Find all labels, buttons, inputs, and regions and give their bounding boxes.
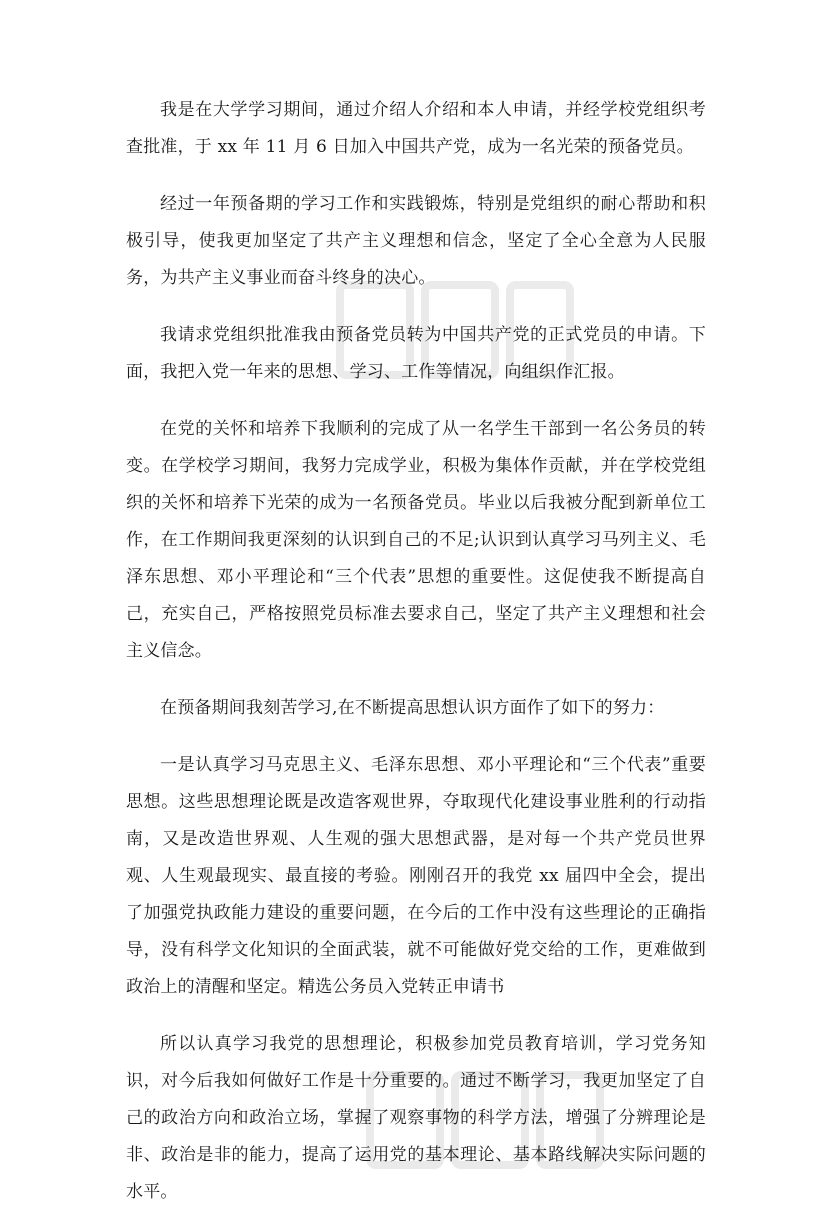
paragraph-3: 我请求党组织批准我由预备党员转为中国共产党的正式党员的申请。下面，我把入党一年来的思想、学习、工作等情况，向组织作汇报。 bbox=[126, 325, 706, 382]
document-body bbox=[126, 92, 706, 1231]
paragraph-7: 所以认真学习我党的思想理论，积极参加党员教育培训，学习党务知识，对今后我如何做好工作是十分重要的。通过不断学习，我更加坚定了自己的政治方向和政治立场，掌握了观察事物的科学方法，增强了分辨理论是非、政治是非的能力，提高了运用党的基本理论、基本路线解决实际问题的水平。 bbox=[126, 1034, 706, 1202]
paragraph-6: 一是认真学习马克思主义、毛泽东思想、邓小平理论和“三个代表”重要思想。这些思想理论既是改造客观世界，夺取现代化建设事业胜利的行动指南，又是改造世界观、人生观的强大思想武器，是对每一个共产党员世界观、人生观最现实、最直接的考验。刚刚召开的我党 xx 届四中全会，提出了加强党执政能力建设的重要问题，在今后的工作中没有这些理论的正确指导，没有科学文化知识的全面武装，就不可能做好党交给的工作，更难做到政治上的清醒和坚定。精选公务员入党转正申请书 bbox=[126, 755, 706, 997]
paragraph-2: 经过一年预备期的学习工作和实践锻炼，特别是党组织的耐心帮助和积极引导，使我更加坚定了共产主义理想和信念，坚定了全心全意为人民服务，为共产主义事业而奋斗终身的决心。 bbox=[126, 194, 706, 288]
paragraph-1: 我是在大学学习期间，通过介绍人介绍和本人申请，并经学校党组织考查批准，于 xx 年 11 月 6 日加入中国共产党，成为一名光荣的预备党员。 bbox=[126, 100, 706, 157]
paragraph-4: 在党的关怀和培养下我顺利的完成了从一名学生干部到一名公务员的转变。在学校学习期间，我努力完成学业，积极为集体作贡献，并在学校党组织的关怀和培养下光荣的成为一名预备党员。毕业以后我被分配到新单位工作，在工作期间我更深刻的认识到自己的不足;认识到认真学习马列主义、毛泽东思想、邓小平理论和“三个代表”思想的重要性。这促使我不断提高自己，充实自己，严格按照党员标准去要求自己，坚定了共产主义理想和社会主义信念。 bbox=[126, 419, 706, 661]
paragraph-5: 在预备期间我刻苦学习,在不断提高思想认识方面作了如下的努力： bbox=[160, 698, 665, 718]
